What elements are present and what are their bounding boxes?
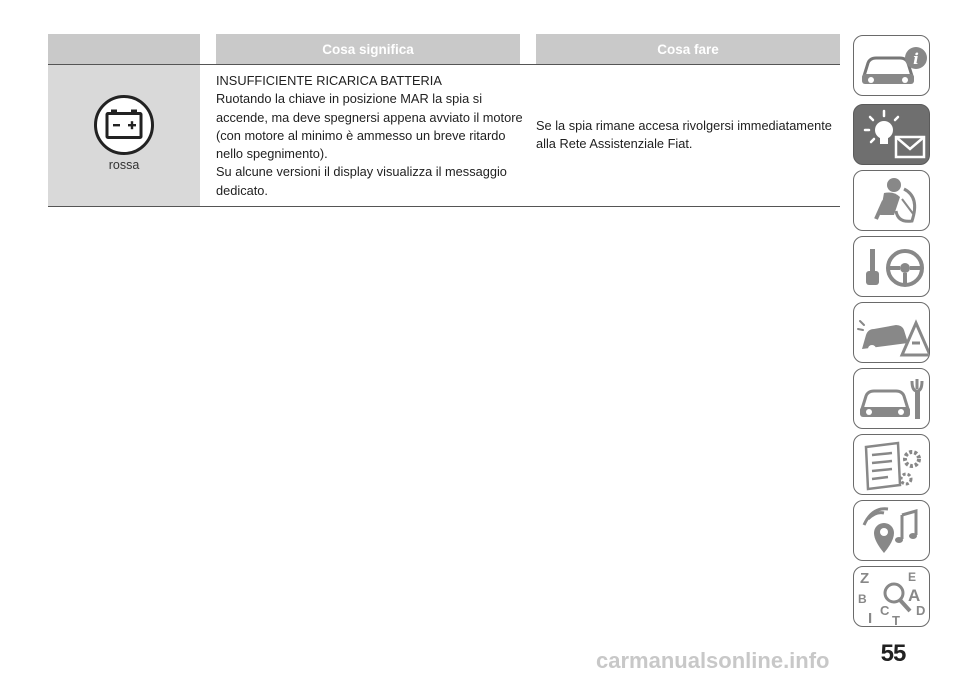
index-letter: T (892, 613, 900, 628)
page-number: 55 (880, 640, 906, 667)
tab-multimedia[interactable] (853, 500, 930, 561)
alphabetical-index-icon (854, 567, 930, 627)
action-cell: Se la spia rimane accesa rivolgersi immediatamente alla Rete Assistenziale Fiat. (536, 118, 832, 152)
index-letter: B (858, 592, 867, 606)
warning-light-table (48, 34, 840, 207)
car-wrench-icon (854, 369, 930, 429)
tab-emergency[interactable] (853, 302, 930, 363)
index-letter: Z (860, 570, 870, 587)
table-header (48, 34, 840, 65)
meaning-paragraph-1: Ruotando la chiave in posizione MAR la spia si accende, ma deve spegnersi appena avviato il motore (con motore al minimo è ammesso un breve ritardo nello spegnimento). (216, 91, 523, 162)
list-gear-icon (854, 435, 930, 495)
tab-starting-driving[interactable] (853, 236, 930, 297)
tab-safety[interactable] (853, 170, 930, 231)
icon-color-label: rossa (108, 158, 140, 172)
header-icon-column (48, 34, 200, 64)
tab-alphabetical-index[interactable] (853, 566, 930, 627)
car-info-icon (854, 36, 930, 96)
index-letter: D (916, 603, 926, 618)
battery-icon (94, 95, 154, 155)
tab-warning-lights[interactable] (853, 104, 930, 165)
index-letter: C (880, 603, 890, 618)
table-row (48, 65, 840, 207)
tab-car-info[interactable] (853, 35, 930, 96)
icon-cell (48, 65, 200, 206)
multimedia-icon (854, 501, 930, 561)
seat-safety-icon (854, 171, 930, 231)
meaning-title: INSUFFICIENTE RICARICA BATTERIA (216, 73, 442, 88)
index-letter: E (908, 570, 917, 584)
meaning-cell (216, 72, 526, 200)
tab-technical-data[interactable] (853, 434, 930, 495)
car-accident-warning-icon (854, 303, 930, 363)
header-meaning: Cosa significa (216, 34, 520, 64)
watermark: carmanualsonline.info (596, 648, 830, 673)
index-letter: A (908, 586, 921, 605)
index-letter: I (868, 610, 873, 627)
meaning-paragraph-2: Su alcune versioni il display visualizza il messaggio dedicato. (216, 164, 507, 198)
header-action: Cosa fare (536, 34, 840, 64)
key-steering-wheel-icon (854, 237, 930, 297)
tab-maintenance[interactable] (853, 368, 930, 429)
warning-light-message-icon (854, 105, 930, 165)
svg-text:i: i (913, 50, 919, 68)
